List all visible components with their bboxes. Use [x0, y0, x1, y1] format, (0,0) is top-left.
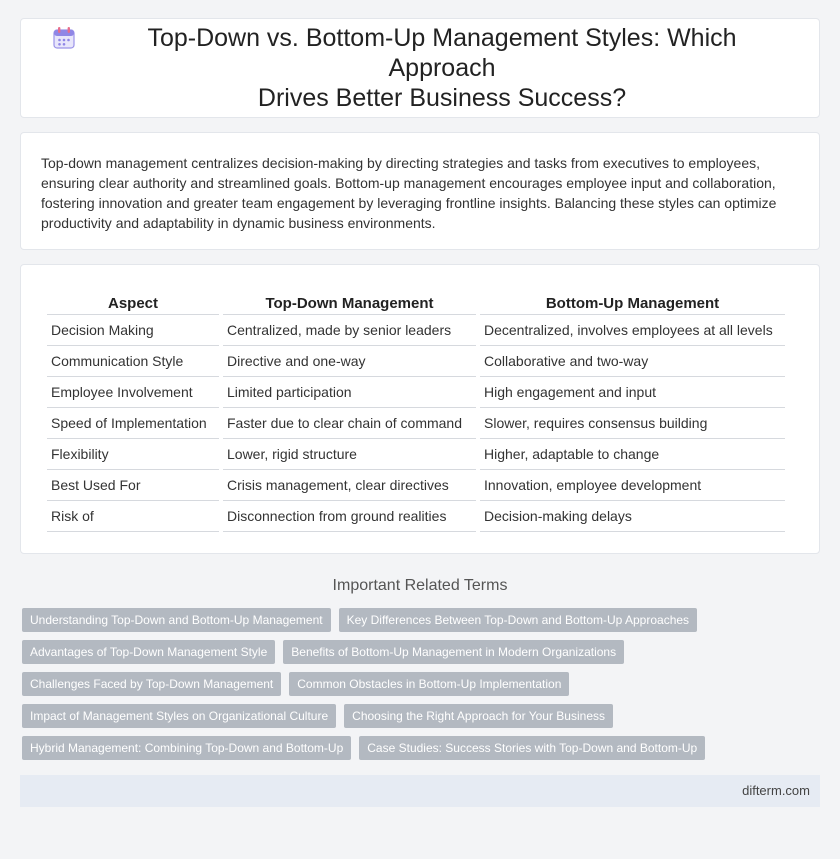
cell-bottom-up: High engagement and input: [480, 377, 785, 408]
cell-aspect: Decision Making: [47, 315, 219, 346]
cell-top-down: Limited participation: [223, 377, 476, 408]
table-row: [47, 408, 785, 439]
related-term-tag[interactable]: Common Obstacles in Bottom-Up Implementation: [289, 672, 569, 696]
header-card: [20, 18, 820, 118]
cell-top-down: Faster due to clear chain of command: [223, 408, 476, 439]
table-row: [47, 501, 785, 532]
table-row: [47, 315, 785, 346]
cell-aspect: Employee Involvement: [47, 377, 219, 408]
table-header-row: [47, 291, 785, 315]
related-term-tag[interactable]: Challenges Faced by Top-Down Management: [22, 672, 281, 696]
cell-aspect: Communication Style: [47, 346, 219, 377]
calendar-icon: [51, 25, 77, 51]
cell-top-down: Disconnection from ground realities: [223, 501, 476, 532]
cell-aspect: Best Used For: [47, 470, 219, 501]
cell-bottom-up: Slower, requires consensus building: [480, 408, 785, 439]
header-top-down: Top-Down Management: [223, 291, 476, 315]
cell-bottom-up: Decision-making delays: [480, 501, 785, 532]
title-line-2: Drives Better Business Success?: [257, 84, 627, 112]
footer-site[interactable]: difterm.com: [742, 783, 810, 798]
cell-aspect: Risk of: [47, 501, 219, 532]
related-term-tag[interactable]: Benefits of Bottom-Up Management in Modern Organizations: [283, 640, 624, 664]
cell-bottom-up: Higher, adaptable to change: [480, 439, 785, 470]
title-line-1: Top-Down vs. Bottom-Up Management Styles: Which Approach: [147, 24, 737, 82]
related-term-tag[interactable]: Advantages of Top-Down Management Style: [22, 640, 275, 664]
intro-text: Top-down management centralizes decision-making by directing strategies and tasks from executives to employees, ensuring clear authority and streamlined goals. Bottom-up management encourages employee input and collaboration, fostering innovation and greater team engagement by leveraging frontline insights. Balancing these styles can optimize productivity and adaptability in dynamic business environments.: [41, 155, 777, 231]
cell-bottom-up: Innovation, employee development: [480, 470, 785, 501]
intro-card: [20, 132, 820, 250]
cell-top-down: Crisis management, clear directives: [223, 470, 476, 501]
comparison-card: [20, 264, 820, 554]
cell-top-down: Directive and one-way: [223, 346, 476, 377]
related-term-tag[interactable]: Choosing the Right Approach for Your Business: [344, 704, 613, 728]
related-term-tag[interactable]: Impact of Management Styles on Organizational Culture: [22, 704, 336, 728]
header-bottom-up: Bottom-Up Management: [480, 291, 785, 315]
related-term-tag[interactable]: Hybrid Management: Combining Top-Down and Bottom-Up: [22, 736, 351, 760]
cell-aspect: Speed of Implementation: [47, 408, 219, 439]
footer: [20, 775, 820, 807]
cell-bottom-up: Decentralized, involves employees at all levels: [480, 315, 785, 346]
table-row: [47, 377, 785, 408]
related-terms-list: [22, 608, 722, 760]
table-row: [47, 439, 785, 470]
page-title: [95, 23, 789, 113]
related-term-tag[interactable]: Understanding Top-Down and Bottom-Up Management: [22, 608, 331, 632]
related-term-tag[interactable]: Key Differences Between Top-Down and Bottom-Up Approaches: [339, 608, 697, 632]
related-term-tag[interactable]: Case Studies: Success Stories with Top-Down and Bottom-Up: [359, 736, 705, 760]
comparison-table: [43, 291, 789, 532]
header-aspect: Aspect: [47, 291, 219, 315]
table-row: [47, 470, 785, 501]
cell-aspect: Flexibility: [47, 439, 219, 470]
table-row: [47, 346, 785, 377]
related-terms-title: Important Related Terms: [332, 577, 508, 594]
cell-top-down: Lower, rigid structure: [223, 439, 476, 470]
cell-top-down: Centralized, made by senior leaders: [223, 315, 476, 346]
cell-bottom-up: Collaborative and two-way: [480, 346, 785, 377]
